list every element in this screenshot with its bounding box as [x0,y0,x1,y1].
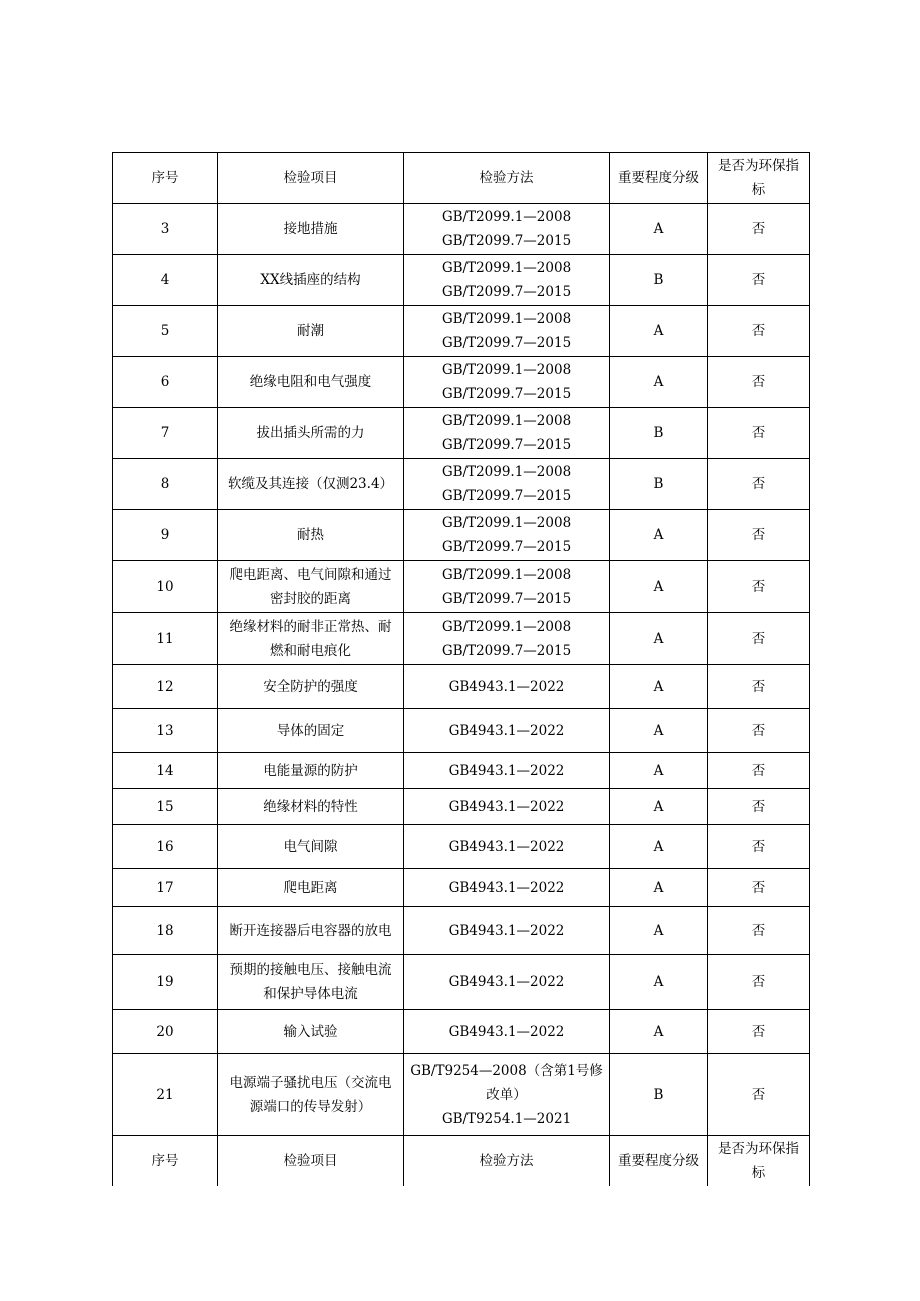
row-eco: 否 [708,789,810,825]
row-method [404,955,610,1010]
header-eco: 是否为环保指标 [708,1136,810,1187]
row-no: 10 [113,561,218,613]
row-item: 软缆及其连接（仅测23.4） [218,459,404,510]
row-level: B [610,459,708,510]
row-eco: 否 [708,613,810,665]
row-level: B [610,408,708,459]
row-item: 耐热 [218,510,404,561]
row-no: 4 [113,255,218,306]
row-method [404,255,610,306]
row-method [404,907,610,955]
table-row [113,408,810,459]
row-no: 12 [113,665,218,709]
table-row [113,459,810,510]
table-row [113,613,810,665]
row-level: A [610,561,708,613]
table-row [113,1010,810,1054]
row-item: 导体的固定 [218,709,404,753]
method-line: GB4943.1—2022 [448,1023,565,1040]
row-level: A [610,789,708,825]
header-eco: 是否为环保指标 [708,153,810,204]
method-line: GB/T2099.1—2008 [441,260,572,276]
table-row [113,255,810,306]
row-no: 8 [113,459,218,510]
header-item: 检验项目 [218,153,404,204]
table-body [113,153,810,1187]
table-row [113,510,810,561]
row-eco: 否 [708,1054,810,1136]
row-method [404,561,610,613]
header-item: 检验项目 [218,1136,404,1187]
header-no: 序号 [113,1136,218,1187]
method-line: GB/T9254—2008（含第1号修改单） [410,1062,603,1103]
row-eco: 否 [708,306,810,357]
row-eco: 否 [708,1010,810,1054]
row-item: 电气间隙 [218,825,404,869]
row-no: 14 [113,753,218,789]
row-method [404,357,610,408]
method-line: GB/T2099.1—2008 [441,566,572,583]
method-line: GB4943.1—2022 [448,762,565,779]
row-level: A [610,907,708,955]
method-line: GB/T2099.7—2015 [441,284,572,300]
method-line: GB/T2099.1—2008 [441,209,572,225]
method-line: GB4943.1—2022 [448,922,565,939]
table-row [113,753,810,789]
row-method [404,869,610,907]
method-line: GB/T2099.1—2008 [441,515,572,531]
header-row-repeat [113,1136,810,1187]
row-method [404,306,610,357]
table-row [113,825,810,869]
method-line: GB4943.1—2022 [448,879,565,896]
row-no: 11 [113,613,218,665]
row-method [404,204,610,255]
method-line: GB/T2099.1—2008 [441,464,572,480]
row-level: B [610,1054,708,1136]
row-method [404,459,610,510]
row-level: A [610,204,708,255]
row-item: 电能量源的防护 [218,753,404,789]
row-method [404,1010,610,1054]
row-eco: 否 [708,907,810,955]
row-eco: 否 [708,665,810,709]
row-no: 20 [113,1010,218,1054]
table-row [113,306,810,357]
row-item: 耐潮 [218,306,404,357]
row-eco: 否 [708,561,810,613]
method-line: GB/T2099.7—2015 [441,642,572,659]
header-level: 重要程度分级 [610,1136,708,1187]
table-row [113,709,810,753]
method-line: GB/T2099.7—2015 [441,386,572,402]
row-item: XX线插座的结构 [218,255,404,306]
row-eco: 否 [708,459,810,510]
row-no: 7 [113,408,218,459]
table-row [113,1054,810,1136]
row-no: 3 [113,204,218,255]
row-item: 预期的接触电压、接触电流和保护导体电流 [218,955,404,1010]
row-item: 绝缘材料的耐非正常热、耐燃和耐电痕化 [218,613,404,665]
row-level: A [610,357,708,408]
method-line: GB/T2099.7—2015 [441,488,572,504]
row-item: 电源端子骚扰电压（交流电源端口的传导发射） [218,1054,404,1136]
table-row [113,907,810,955]
method-line: GB4943.1—2022 [448,798,565,815]
row-no: 13 [113,709,218,753]
row-no: 21 [113,1054,218,1136]
row-method [404,510,610,561]
row-item: 绝缘电阻和电气强度 [218,357,404,408]
row-no: 16 [113,825,218,869]
row-item: 拔出插头所需的力 [218,408,404,459]
inspection-table [112,152,810,1186]
row-level: A [610,753,708,789]
row-method [404,1054,610,1136]
row-item: 输入试验 [218,1010,404,1054]
method-line: GB/T2099.7—2015 [441,590,572,607]
row-no: 9 [113,510,218,561]
row-eco: 否 [708,204,810,255]
table-row [113,955,810,1010]
row-no: 6 [113,357,218,408]
row-eco: 否 [708,753,810,789]
row-item: 断开连接器后电容器的放电 [218,907,404,955]
method-line: GB/T2099.1—2008 [441,618,572,635]
row-level: A [610,665,708,709]
method-line: GB/T2099.1—2008 [441,413,572,429]
row-level: A [610,510,708,561]
row-level: A [610,825,708,869]
method-line: GB/T2099.7—2015 [441,335,572,351]
method-line: GB4943.1—2022 [448,974,565,990]
row-item: 接地措施 [218,204,404,255]
row-method [404,613,610,665]
header-method: 检验方法 [404,1136,610,1187]
method-line: GB/T2099.1—2008 [441,311,572,327]
row-eco: 否 [708,709,810,753]
row-level: B [610,255,708,306]
row-eco: 否 [708,255,810,306]
header-method: 检验方法 [404,153,610,204]
row-no: 18 [113,907,218,955]
row-method [404,709,610,753]
header-row [113,153,810,204]
row-no: 19 [113,955,218,1010]
row-level: A [610,1010,708,1054]
row-no: 15 [113,789,218,825]
row-item: 爬电距离 [218,869,404,907]
row-level: A [610,709,708,753]
row-level: A [610,955,708,1010]
table-row [113,789,810,825]
table-row [113,869,810,907]
header-level: 重要程度分级 [610,153,708,204]
row-method [404,753,610,789]
row-eco: 否 [708,869,810,907]
row-eco: 否 [708,408,810,459]
header-no: 序号 [113,153,218,204]
method-line: GB/T9254.1—2021 [441,1110,572,1127]
row-level: A [610,869,708,907]
row-item: 爬电距离、电气间隙和通过密封胶的距离 [218,561,404,613]
row-method [404,825,610,869]
row-method [404,789,610,825]
method-line: GB/T2099.7—2015 [441,233,572,249]
row-no: 5 [113,306,218,357]
row-level: A [610,306,708,357]
row-eco: 否 [708,825,810,869]
row-eco: 否 [708,955,810,1010]
method-line: GB4943.1—2022 [448,722,565,739]
table-row [113,204,810,255]
method-line: GB4943.1—2022 [448,838,565,855]
table-row [113,665,810,709]
method-line: GB/T2099.7—2015 [441,539,572,555]
row-eco: 否 [708,357,810,408]
method-line: GB/T2099.1—2008 [441,362,572,378]
row-item: 安全防护的强度 [218,665,404,709]
row-method [404,408,610,459]
row-no: 17 [113,869,218,907]
row-level: A [610,613,708,665]
method-line: GB4943.1—2022 [448,678,565,695]
row-method [404,665,610,709]
row-eco: 否 [708,510,810,561]
method-line: GB/T2099.7—2015 [441,437,572,453]
row-item: 绝缘材料的特性 [218,789,404,825]
table-row [113,561,810,613]
table-row [113,357,810,408]
